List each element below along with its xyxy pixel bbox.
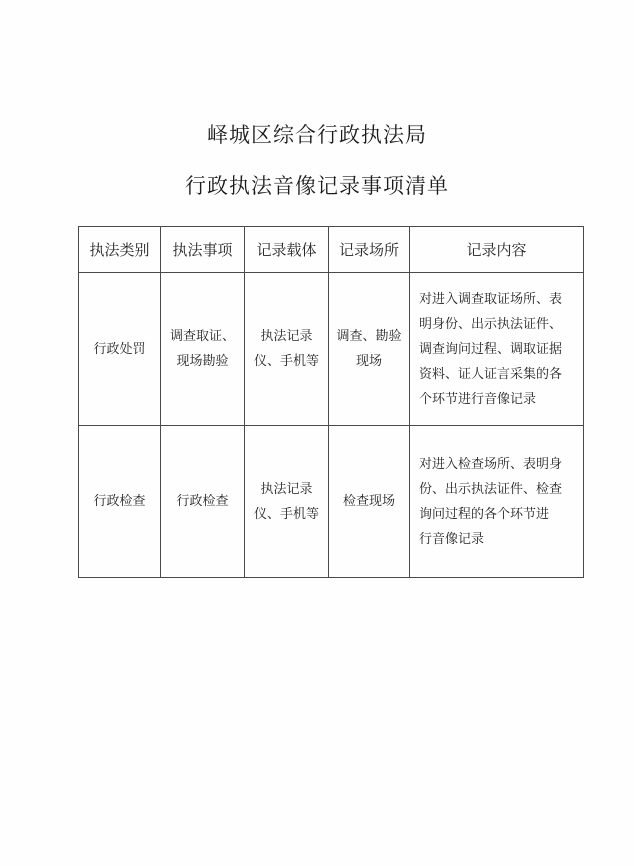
cell-line: 询问过程的各个环节进 xyxy=(419,506,550,522)
cell-line: 仪、手机等 xyxy=(253,506,319,522)
cell-carrier xyxy=(245,426,329,578)
cell-line: 现场 xyxy=(355,354,382,369)
cell-category: 行政检查 xyxy=(79,426,161,578)
cell-line: 仪、手机等 xyxy=(253,354,319,369)
cell-line: 份、出示执法证件、检查 xyxy=(419,481,563,497)
cell-carrier xyxy=(245,273,329,426)
table-row xyxy=(79,426,584,578)
cell-line: 对进入调查取证场所、表 xyxy=(419,291,563,307)
cell-place xyxy=(329,273,410,426)
cell-line: 个环节进行音像记录 xyxy=(419,391,537,407)
cell-line: 现场勘验 xyxy=(176,354,229,369)
cell-line: 资料、证人证言采集的各 xyxy=(419,366,563,382)
header-matter: 执法事项 xyxy=(161,227,245,273)
cell-line: 调查询问过程、调取证据 xyxy=(419,341,563,357)
cell-line: 行音像记录 xyxy=(419,531,485,547)
cell-line: 调查、勘验 xyxy=(336,329,402,344)
cell-line: 执法记录 xyxy=(260,329,313,344)
cell-line: 对进入检查场所、表明身 xyxy=(419,456,563,472)
cell-category: 行政处罚 xyxy=(79,273,161,426)
header-place: 记录场所 xyxy=(329,227,410,273)
cell-matter xyxy=(161,273,245,426)
document-subtitle: 行政执法音像记录事项清单 xyxy=(185,174,449,198)
records-table xyxy=(78,226,584,578)
header-category: 执法类别 xyxy=(79,227,161,273)
cell-matter xyxy=(161,426,245,578)
cell-content xyxy=(410,273,584,426)
cell-line: 明身份、出示执法证件、 xyxy=(419,316,563,332)
header-carrier: 记录载体 xyxy=(245,227,329,273)
document-title: 峄城区综合行政执法局 xyxy=(207,123,427,147)
header-content: 记录内容 xyxy=(410,227,584,273)
table-row xyxy=(79,273,584,426)
cell-content xyxy=(410,426,584,578)
table-header-row xyxy=(79,227,584,273)
cell-line: 调查取证、 xyxy=(169,329,235,344)
cell-line: 执法记录 xyxy=(260,481,313,497)
cell-place xyxy=(329,426,410,578)
cell-line: 行政检查 xyxy=(176,494,229,509)
cell-line: 检查现场 xyxy=(342,494,395,509)
